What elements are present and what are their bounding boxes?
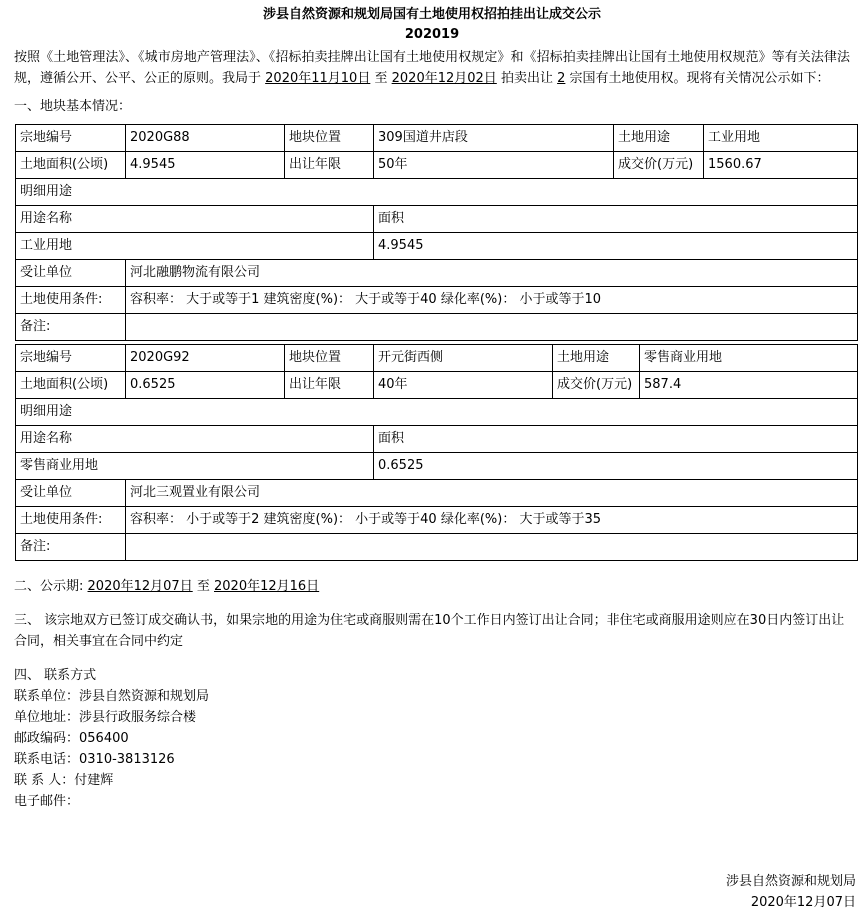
label-detail-use: 明细用途	[16, 179, 858, 206]
label-use-name: 用途名称	[16, 426, 374, 453]
contact-email: 电子邮件：	[14, 794, 80, 809]
contact-unit: 联系单位：涉县自然资源和规划局	[14, 689, 210, 704]
location: 开元街西侧	[374, 345, 553, 372]
label-use: 土地用途	[614, 125, 704, 152]
table-row	[16, 372, 858, 399]
contact-postcode: 邮政编码：056400	[14, 731, 129, 746]
table-row	[16, 426, 858, 453]
page-title: 涉县自然资源和规划局国有土地使用权招拍挂出让成交公示	[262, 7, 601, 22]
table-row	[16, 179, 858, 206]
table-row	[16, 534, 858, 561]
contact-heading: 四、 联系方式	[14, 668, 97, 683]
label-area-col: 面积	[374, 206, 858, 233]
notice-number: 202019	[404, 27, 460, 42]
label-term: 出让年限	[285, 372, 374, 399]
remarks	[126, 314, 858, 341]
label-parcel-no: 宗地编号	[16, 345, 126, 372]
transferee: 河北融鹏物流有限公司	[126, 260, 858, 287]
table-row	[16, 206, 858, 233]
intro-to: 至	[374, 71, 388, 86]
label-conditions: 土地使用条件:	[16, 507, 126, 534]
location: 309国道井店段	[374, 125, 614, 152]
land-use: 零售商业用地	[640, 345, 858, 372]
label-term: 出让年限	[285, 152, 374, 179]
parcel-no: 2020G92	[126, 345, 285, 372]
signature-org: 涉县自然资源和规划局	[725, 874, 856, 889]
label-area: 土地面积(公顷)	[16, 152, 126, 179]
label-remarks: 备注:	[16, 314, 126, 341]
table-row	[16, 314, 858, 341]
table-row	[16, 233, 858, 260]
parcel-table-2	[15, 344, 858, 561]
area: 0.6525	[126, 372, 285, 399]
publicity-label: 二、公示期:	[14, 579, 84, 594]
price: 587.4	[640, 372, 858, 399]
label-price: 成交价(万元)	[553, 372, 640, 399]
detail-area: 4.9545	[374, 233, 858, 260]
label-detail-use: 明细用途	[16, 399, 858, 426]
intro-paragraph	[14, 47, 850, 89]
publicity-to: 至	[196, 579, 210, 594]
parcel-count: 2	[557, 71, 566, 86]
table-row	[16, 152, 858, 179]
auction-start-date: 2020年11月10日	[265, 71, 371, 86]
label-use: 土地用途	[553, 345, 640, 372]
contact-person: 联 系 人：付建辉	[14, 773, 114, 788]
conditions: 容积率： 大于或等于1 建筑密度(%)： 大于或等于40 绿化率(%)： 小于或等于10	[126, 287, 858, 314]
label-transferee: 受让单位	[16, 260, 126, 287]
intro-text-2: 拍卖出让	[500, 71, 553, 86]
label-use-name: 用途名称	[16, 206, 374, 233]
auction-end-date: 2020年12月02日	[391, 71, 497, 86]
area: 4.9545	[126, 152, 285, 179]
contract-notice: 三、 该宗地双方已签订成交确认书，如果宗地的用途为住宅或商服则需在10个工作日内签订出让合同；非住宅或商服用途则应在30日内签订出让合同，相关事宜在合同中约定	[14, 613, 845, 649]
label-area: 土地面积(公顷)	[16, 372, 126, 399]
label-remarks: 备注:	[16, 534, 126, 561]
table-row	[16, 399, 858, 426]
detail-use-name: 零售商业用地	[16, 453, 374, 480]
table-row	[16, 345, 858, 372]
price: 1560.67	[704, 152, 858, 179]
transferee: 河北三观置业有限公司	[126, 480, 858, 507]
table-row	[16, 125, 858, 152]
publicity-period	[14, 576, 850, 597]
publicity-end: 2020年12月16日	[214, 579, 320, 594]
label-price: 成交价(万元)	[614, 152, 704, 179]
section1-heading: 一、地块基本情况：	[14, 99, 132, 114]
contact-address: 单位地址：涉县行政服务综合楼	[14, 710, 197, 725]
contact-section	[14, 665, 850, 812]
detail-area: 0.6525	[374, 453, 858, 480]
intro-text-3: 宗国有土地使用权。现将有关情况公示如下：	[569, 71, 830, 86]
contact-phone: 联系电话：0310-3813126	[14, 752, 175, 767]
label-location: 地块位置	[285, 345, 374, 372]
parcel-table-1	[15, 124, 858, 341]
remarks	[126, 534, 858, 561]
signature-date: 2020年12月07日	[750, 895, 856, 910]
term: 40年	[374, 372, 553, 399]
table-row	[16, 507, 858, 534]
label-parcel-no: 宗地编号	[16, 125, 126, 152]
term: 50年	[374, 152, 614, 179]
table-row	[16, 453, 858, 480]
label-location: 地块位置	[285, 125, 374, 152]
publicity-start: 2020年12月07日	[87, 579, 193, 594]
conditions: 容积率： 小于或等于2 建筑密度(%)： 小于或等于40 绿化率(%)： 大于或等于35	[126, 507, 858, 534]
land-use: 工业用地	[704, 125, 858, 152]
label-conditions: 土地使用条件:	[16, 287, 126, 314]
table-row	[16, 287, 858, 314]
detail-use-name: 工业用地	[16, 233, 374, 260]
parcel-no: 2020G88	[126, 125, 285, 152]
table-row	[16, 260, 858, 287]
table-row	[16, 480, 858, 507]
label-area-col: 面积	[374, 426, 858, 453]
intro-text: 按照《土地管理法》、《城市房地产管理法》、《招标拍卖挂牌出让国有土地使用权规定》和《招标拍卖挂牌出让国有土地使用权规范》等有关法律法规，遵循公开、公平、公正的原则。我局于	[14, 50, 850, 86]
label-transferee: 受让单位	[16, 480, 126, 507]
